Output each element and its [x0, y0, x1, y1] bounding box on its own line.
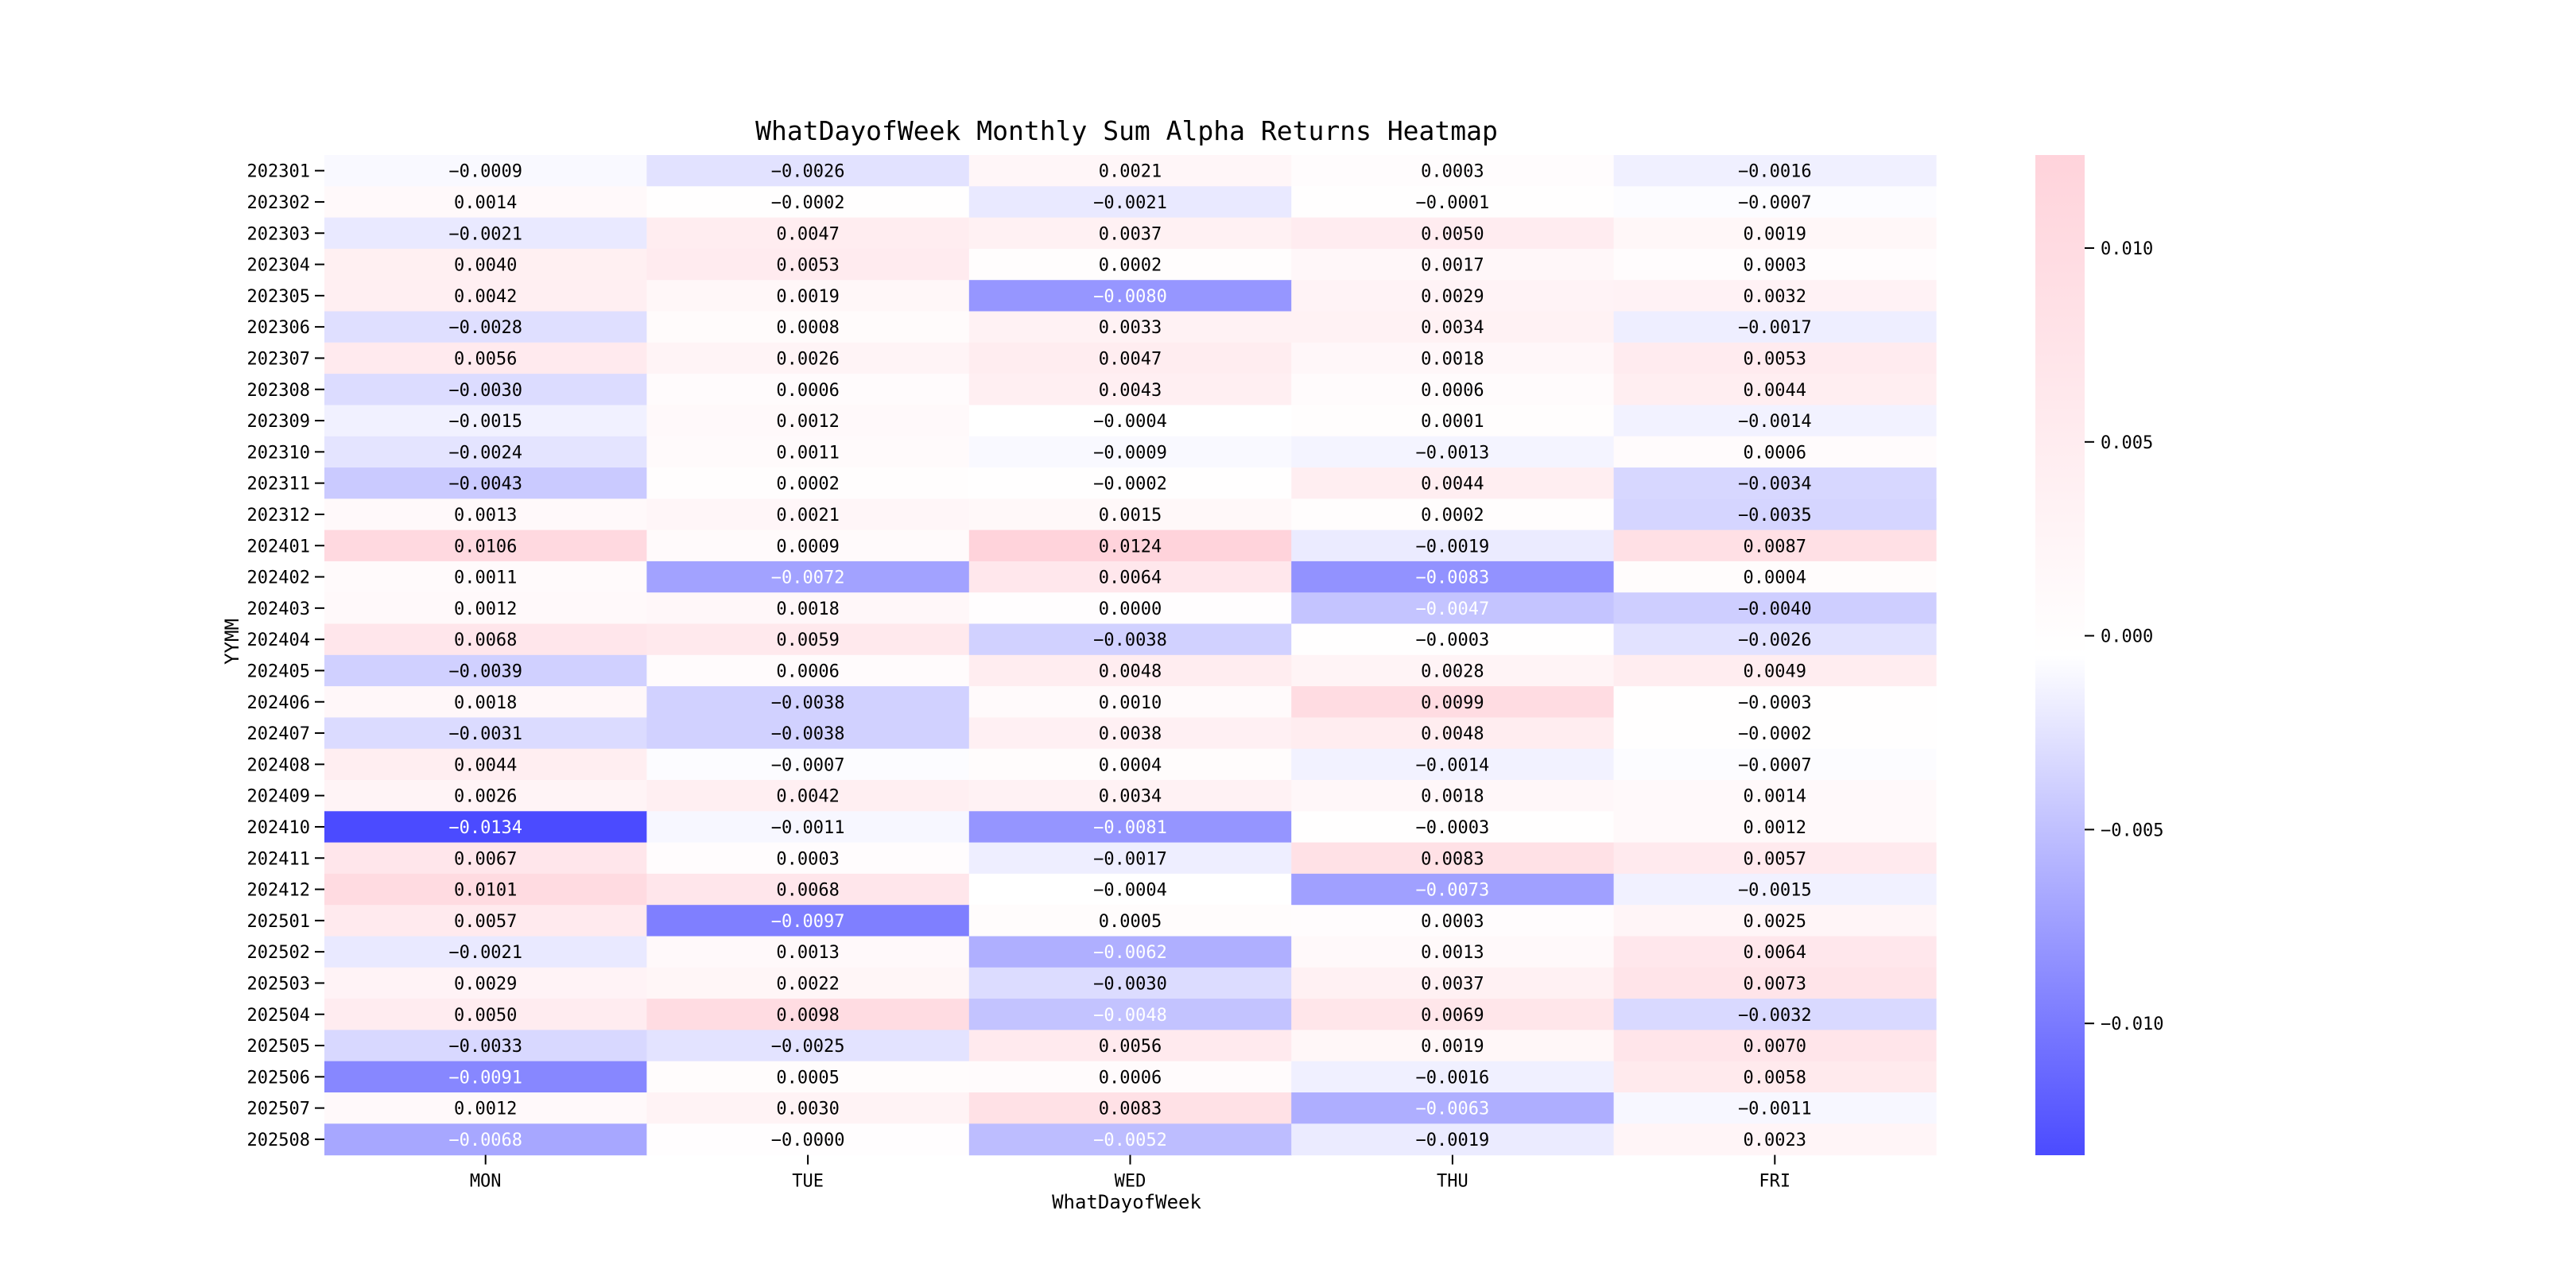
cell-value-label: 0.0002	[1421, 505, 1484, 526]
colorbar-tick-label: −0.005	[2101, 821, 2164, 841]
cell-value-label: 0.0047	[776, 224, 840, 245]
cell-value-label: −0.0021	[1093, 192, 1167, 213]
cell-value-label: 0.0006	[1421, 380, 1484, 401]
cell-value-label: 0.0011	[776, 443, 840, 464]
cell-value-label: 0.0006	[1743, 443, 1807, 464]
cell-value-label: 0.0053	[776, 255, 840, 276]
cell-value-label: −0.0003	[1415, 817, 1490, 838]
heatmap-cells	[324, 155, 1937, 1155]
cell-value-label: 0.0011	[453, 568, 518, 588]
cell-value-label: 0.0099	[1421, 692, 1484, 713]
cell-value-label: 0.0003	[776, 849, 840, 870]
cell-value-label: 0.0057	[453, 911, 518, 932]
cell-value-label: −0.0021	[448, 943, 523, 964]
cell-value-label: 0.0069	[1421, 1005, 1484, 1026]
row-label: 202309	[246, 412, 310, 433]
cell-value-label: 0.0034	[1098, 786, 1162, 807]
cell-value-label: 0.0083	[1098, 1099, 1162, 1119]
row-label: 202402	[246, 568, 310, 588]
cell-value-label: −0.0009	[1093, 443, 1167, 464]
cell-value-label: 0.0042	[776, 786, 840, 807]
row-label: 202403	[246, 599, 310, 619]
cell-value-label: 0.0005	[1098, 911, 1162, 932]
cell-value-label: −0.0015	[1737, 880, 1812, 901]
cell-value-label: 0.0003	[1421, 161, 1484, 182]
cell-value-label: −0.0038	[770, 724, 845, 745]
row-label: 202408	[246, 755, 310, 776]
row-label: 202405	[246, 661, 310, 682]
colorbar-tick-label: 0.010	[2101, 239, 2154, 260]
cell-value-label: −0.0007	[1737, 755, 1812, 776]
colorbar-tick-label: 0.005	[2101, 433, 2154, 453]
cell-value-label: 0.0014	[1743, 786, 1807, 807]
cell-value-label: 0.0038	[1098, 724, 1162, 745]
cell-value-label: −0.0043	[448, 474, 523, 495]
column-label: WED	[1114, 1171, 1146, 1192]
cell-value-label: 0.0010	[1098, 692, 1162, 713]
cell-value-label: 0.0012	[776, 412, 840, 433]
column-labels	[470, 1155, 1790, 1192]
cell-value-label: −0.0001	[1415, 192, 1490, 213]
colorbar-tick-label: −0.010	[2101, 1014, 2164, 1035]
cell-value-label: −0.0080	[1093, 286, 1167, 307]
cell-value-label: 0.0019	[1743, 224, 1807, 245]
cell-value-label: −0.0003	[1737, 692, 1812, 713]
cell-value-label: 0.0068	[453, 630, 518, 651]
row-label: 202301	[246, 161, 310, 182]
cell-value-label: 0.0124	[1098, 537, 1162, 557]
cell-value-label: −0.0002	[1737, 724, 1812, 745]
cell-value-label: 0.0001	[1421, 412, 1484, 433]
cell-value-label: 0.0048	[1421, 724, 1484, 745]
cell-value-label: −0.0030	[448, 380, 523, 401]
cell-value-label: 0.0083	[1421, 849, 1484, 870]
cell-value-label: 0.0040	[453, 255, 518, 276]
cell-value-label: 0.0068	[776, 880, 840, 901]
cell-value-label: 0.0015	[1098, 505, 1162, 526]
cell-value-label: −0.0024	[448, 443, 523, 464]
cell-value-label: 0.0022	[776, 974, 840, 995]
cell-value-label: 0.0050	[1421, 224, 1484, 245]
cell-value-label: −0.0019	[1415, 537, 1490, 557]
cell-value-label: 0.0059	[776, 630, 840, 651]
cell-value-label: −0.0072	[770, 568, 845, 588]
cell-value-label: −0.0015	[448, 412, 523, 433]
cell-value-label: 0.0002	[1098, 255, 1162, 276]
cell-value-label: −0.0035	[1737, 505, 1812, 526]
cell-value-label: 0.0053	[1743, 349, 1807, 370]
cell-value-label: 0.0019	[1421, 1037, 1484, 1057]
cell-value-label: 0.0021	[1098, 161, 1162, 182]
row-label: 202303	[246, 224, 310, 245]
cell-value-label: −0.0007	[1737, 192, 1812, 213]
row-label: 202311	[246, 474, 310, 495]
cell-value-label: 0.0018	[1421, 786, 1484, 807]
colorbar-ticks	[2085, 239, 2163, 1034]
cell-value-label: 0.0005	[776, 1068, 840, 1088]
row-label: 202506	[246, 1068, 310, 1088]
cell-value-label: −0.0002	[1093, 474, 1167, 495]
cell-value-label: 0.0003	[1421, 911, 1484, 932]
cell-value-label: −0.0028	[448, 318, 523, 339]
cell-value-label: 0.0018	[453, 692, 518, 713]
row-label: 202505	[246, 1037, 310, 1057]
cell-value-label: −0.0134	[448, 817, 523, 838]
cell-value-label: 0.0012	[1743, 817, 1807, 838]
cell-value-label: 0.0049	[1743, 661, 1807, 682]
row-label: 202411	[246, 849, 310, 870]
cell-value-label: −0.0004	[1093, 412, 1167, 433]
cell-value-label: −0.0031	[448, 724, 523, 745]
cell-value-label: −0.0047	[1415, 599, 1490, 619]
cell-value-label: 0.0019	[776, 286, 840, 307]
cell-value-label: 0.0028	[1421, 661, 1484, 682]
cell-value-label: −0.0033	[448, 1037, 523, 1057]
cell-value-label: 0.0042	[453, 286, 518, 307]
row-label: 202404	[246, 630, 310, 651]
cell-value-label: −0.0014	[1737, 412, 1812, 433]
cell-value-label: −0.0017	[1093, 849, 1167, 870]
cell-value-label: −0.0073	[1415, 880, 1490, 901]
cell-value-label: −0.0004	[1093, 880, 1167, 901]
cell-value-label: −0.0017	[1737, 318, 1812, 339]
row-label: 202412	[246, 880, 310, 901]
cell-value-label: −0.0007	[770, 755, 845, 776]
cell-value-label: 0.0033	[1098, 318, 1162, 339]
cell-value-label: −0.0016	[1415, 1068, 1490, 1088]
row-label: 202502	[246, 943, 310, 964]
cell-value-label: 0.0004	[1743, 568, 1807, 588]
cell-value-label: 0.0056	[453, 349, 518, 370]
cell-value-label: 0.0006	[776, 380, 840, 401]
row-label: 202407	[246, 724, 310, 745]
cell-value-label: 0.0013	[1421, 943, 1484, 964]
colorbar-tick-label: 0.000	[2101, 627, 2154, 647]
cell-value-label: 0.0002	[776, 474, 840, 495]
cell-value-label: 0.0044	[1743, 380, 1807, 401]
row-label: 202508	[246, 1130, 310, 1150]
cell-value-label: 0.0067	[453, 849, 518, 870]
cell-value-label: −0.0013	[1415, 443, 1490, 464]
cell-value-label: −0.0021	[448, 224, 523, 245]
row-label: 202305	[246, 286, 310, 307]
cell-value-label: 0.0087	[1743, 537, 1807, 557]
cell-value-label: −0.0062	[1093, 943, 1167, 964]
cell-value-label: 0.0006	[1098, 1068, 1162, 1088]
cell-value-label: 0.0018	[1421, 349, 1484, 370]
cell-value-label: 0.0000	[1098, 599, 1162, 619]
row-label: 202406	[246, 692, 310, 713]
cell-value-label: −0.0063	[1415, 1099, 1490, 1119]
row-label: 202410	[246, 817, 310, 838]
cell-value-label: 0.0009	[776, 537, 840, 557]
row-label: 202401	[246, 537, 310, 557]
cell-value-label: 0.0044	[1421, 474, 1484, 495]
cell-value-label: 0.0048	[1098, 661, 1162, 682]
cell-value-label: 0.0043	[1098, 380, 1162, 401]
cell-value-label: 0.0029	[453, 974, 518, 995]
cell-value-label: −0.0097	[770, 911, 845, 932]
cell-value-label: 0.0023	[1743, 1130, 1807, 1150]
cell-value-label: −0.0026	[1737, 630, 1812, 651]
row-label: 202501	[246, 911, 310, 932]
cell-value-label: 0.0017	[1421, 255, 1484, 276]
cell-value-label: 0.0006	[776, 661, 840, 682]
cell-value-label: −0.0002	[770, 192, 845, 213]
cell-value-label: −0.0068	[448, 1130, 523, 1150]
cell-value-label: 0.0032	[1743, 286, 1807, 307]
cell-value-label: 0.0026	[453, 786, 518, 807]
cell-value-label: 0.0034	[1421, 318, 1484, 339]
cell-value-label: 0.0008	[776, 318, 840, 339]
column-label: TUE	[792, 1171, 824, 1192]
cell-value-label: 0.0047	[1098, 349, 1162, 370]
cell-value-label: 0.0025	[1743, 911, 1807, 932]
cell-value-label: −0.0025	[770, 1037, 845, 1057]
cell-value-label: 0.0021	[776, 505, 840, 526]
cell-value-label: −0.0019	[1415, 1130, 1490, 1150]
cell-value-label: 0.0014	[453, 192, 518, 213]
cell-value-label: 0.0058	[1743, 1068, 1807, 1088]
cell-value-label: −0.0083	[1415, 568, 1490, 588]
cell-value-label: 0.0029	[1421, 286, 1484, 307]
cell-value-label: −0.0009	[448, 161, 523, 182]
cell-value-label: −0.0026	[770, 161, 845, 182]
cell-value-label: −0.0034	[1737, 474, 1812, 495]
cell-value-label: −0.0040	[1737, 599, 1812, 619]
cell-value-label: −0.0091	[448, 1068, 523, 1088]
row-label: 202409	[246, 786, 310, 807]
x-axis-label: WhatDayofWeek	[1052, 1191, 1201, 1213]
row-label: 202307	[246, 349, 310, 370]
cell-value-label: 0.0064	[1098, 568, 1162, 588]
row-label: 202302	[246, 192, 310, 213]
cell-value-label: 0.0004	[1098, 755, 1162, 776]
column-label: MON	[469, 1171, 502, 1192]
cell-value-label: 0.0070	[1743, 1037, 1807, 1057]
cell-value-label: −0.0048	[1093, 1005, 1167, 1026]
cell-value-label: 0.0037	[1421, 974, 1484, 995]
cell-value-label: 0.0044	[453, 755, 518, 776]
cell-value-label: 0.0057	[1743, 849, 1807, 870]
chart-title: WhatDayofWeek Monthly Sum Alpha Returns Heatmap	[755, 115, 1498, 146]
cell-value-label: 0.0018	[776, 599, 840, 619]
cell-value-label: −0.0038	[770, 692, 845, 713]
row-label: 202503	[246, 974, 310, 995]
cell-value-label: −0.0011	[1737, 1099, 1812, 1119]
cell-value-label: 0.0013	[453, 505, 518, 526]
cell-value-label: 0.0106	[453, 537, 518, 557]
cell-value-label: 0.0056	[1098, 1037, 1162, 1057]
row-label: 202507	[246, 1099, 310, 1119]
colorbar	[2035, 155, 2085, 1155]
row-label: 202308	[246, 380, 310, 401]
cell-value-label: 0.0013	[776, 943, 840, 964]
y-axis-label: YYMM	[221, 619, 243, 665]
cell-value-label: 0.0050	[453, 1005, 518, 1026]
cell-value-label: −0.0011	[770, 817, 845, 838]
row-labels	[247, 162, 324, 1150]
cell-value-label: 0.0073	[1743, 974, 1807, 995]
cell-value-label: 0.0003	[1743, 255, 1807, 276]
row-label: 202504	[246, 1005, 310, 1026]
cell-value-label: −0.0000	[770, 1130, 845, 1150]
cell-value-label: −0.0038	[1093, 630, 1167, 651]
cell-value-label: 0.0037	[1098, 224, 1162, 245]
row-label: 202310	[246, 443, 310, 464]
cell-value-label: −0.0030	[1093, 974, 1167, 995]
cell-value-label: −0.0052	[1093, 1130, 1167, 1150]
cell-value-label: 0.0098	[776, 1005, 840, 1026]
cell-value-label: 0.0012	[453, 599, 518, 619]
cell-value-label: 0.0030	[776, 1099, 840, 1119]
row-label: 202304	[246, 255, 310, 276]
cell-value-label: −0.0014	[1415, 755, 1490, 776]
cell-value-label: 0.0012	[453, 1099, 518, 1119]
row-label: 202312	[246, 505, 310, 526]
cell-value-label: 0.0026	[776, 349, 840, 370]
cell-value-label: −0.0081	[1093, 817, 1167, 838]
cell-value-label: 0.0101	[453, 880, 518, 901]
column-label: FRI	[1759, 1171, 1791, 1192]
cell-value-label: −0.0039	[448, 661, 523, 682]
cell-value-label: 0.0064	[1743, 943, 1807, 964]
cell-value-label: −0.0003	[1415, 630, 1490, 651]
cell-value-label: −0.0016	[1737, 161, 1812, 182]
column-label: THU	[1437, 1171, 1468, 1192]
row-label: 202306	[246, 318, 310, 339]
cell-value-label: −0.0032	[1737, 1005, 1812, 1026]
